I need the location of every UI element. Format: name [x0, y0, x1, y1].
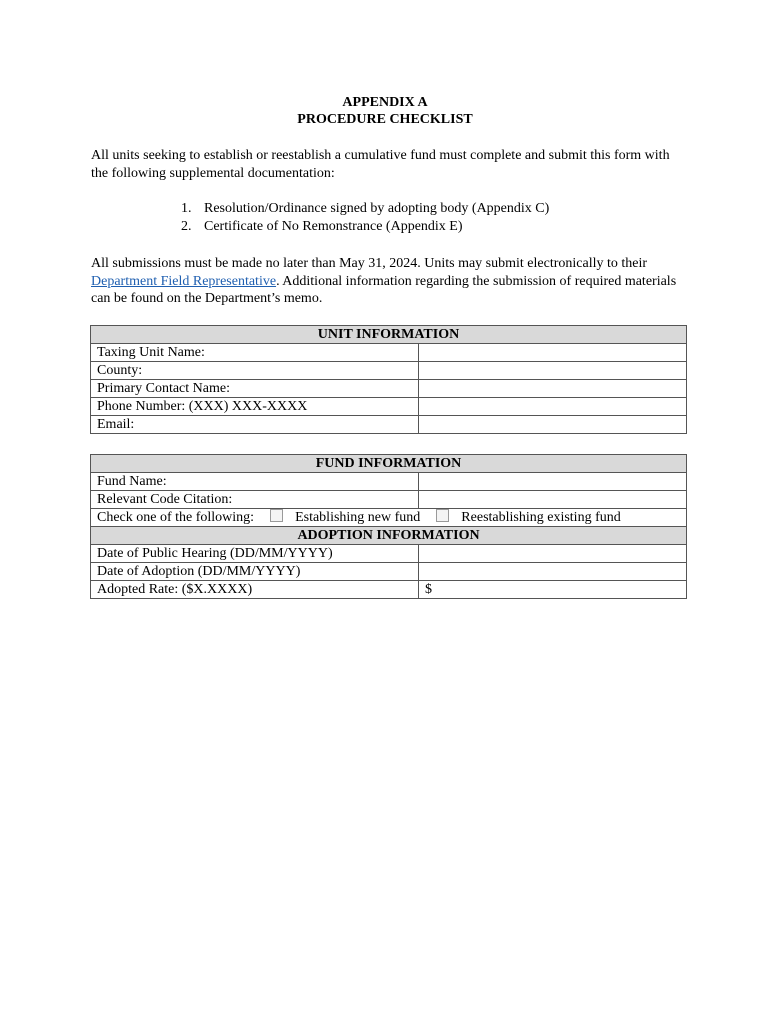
appendix-title: APPENDIX A: [342, 95, 428, 110]
table-row: [91, 398, 687, 416]
primary-contact-label: Primary Contact Name:: [91, 380, 419, 398]
field-representative-link[interactable]: Department Field Representative: [91, 273, 277, 289]
adoption-date-field[interactable]: [419, 563, 687, 581]
email-field[interactable]: [419, 416, 687, 434]
table-row: [91, 416, 687, 434]
intro-paragraph: All units seeking to establish or reestablish a cumulative fund must complete and submit this form with the following supplemental documentation:: [91, 148, 670, 181]
county-field[interactable]: [419, 362, 687, 380]
reestablishing-checkbox[interactable]: [436, 509, 449, 522]
phone-number-field[interactable]: [419, 398, 687, 416]
primary-contact-field[interactable]: [419, 380, 687, 398]
documents-list: [181, 200, 549, 236]
county-label: County:: [91, 362, 419, 380]
unit-information-heading: UNIT INFORMATION: [91, 326, 687, 344]
table-row: [91, 362, 687, 380]
fund-name-field[interactable]: [419, 473, 687, 491]
code-citation-label: Relevant Code Citation:: [91, 491, 419, 509]
fund-information-table: [90, 454, 687, 599]
list-item-number: 1.: [181, 201, 192, 216]
table-row: [91, 581, 687, 599]
phone-number-label: Phone Number: (XXX) XXX-XXXX: [91, 398, 419, 416]
email-label: Email:: [91, 416, 419, 434]
checklist-title: PROCEDURE CHECKLIST: [297, 112, 473, 127]
adopted-rate-label: Adopted Rate: ($X.XXXX): [91, 581, 419, 599]
establishing-option-label: Establishing new fund: [295, 510, 421, 525]
list-item-text: Certificate of No Remonstrance (Appendix E): [204, 219, 463, 234]
list-item-text: Resolution/Ordinance signed by adopting body (Appendix C): [204, 201, 550, 216]
submission-text-before: All submissions must be made no later than May 31, 2024. Units may submit electronically to their: [91, 256, 648, 271]
table-row: [91, 563, 687, 581]
submission-paragraph: [91, 255, 686, 308]
adoption-information-heading: ADOPTION INFORMATION: [91, 527, 687, 545]
adopted-rate-field[interactable]: $: [419, 581, 687, 599]
fund-type-choice: [91, 509, 687, 527]
public-hearing-date-label: Date of Public Hearing (DD/MM/YYYY): [91, 545, 419, 563]
taxing-unit-name-field[interactable]: [419, 344, 687, 362]
submission-text-after: . Additional information regarding the submission of required materials can be found on the Department’s memo.: [91, 273, 677, 306]
adoption-date-label: Date of Adoption (DD/MM/YYYY): [91, 563, 419, 581]
reestablishing-option-label: Reestablishing existing fund: [461, 510, 621, 525]
table-row: [91, 380, 687, 398]
list-item-number: 2.: [181, 219, 192, 234]
list-item: [181, 200, 549, 218]
table-row: [91, 344, 687, 362]
unit-information-table: [90, 325, 687, 434]
check-one-label: Check one of the following:: [97, 510, 255, 525]
table-row: [91, 545, 687, 563]
public-hearing-date-field[interactable]: [419, 545, 687, 563]
fund-information-heading: FUND INFORMATION: [91, 455, 687, 473]
table-row: [91, 491, 687, 509]
taxing-unit-name-label: Taxing Unit Name:: [91, 344, 419, 362]
table-row: [91, 473, 687, 491]
table-row: [91, 509, 687, 527]
fund-name-label: Fund Name:: [91, 473, 419, 491]
list-item: [181, 218, 549, 236]
code-citation-field[interactable]: [419, 491, 687, 509]
establishing-checkbox[interactable]: [270, 509, 283, 522]
